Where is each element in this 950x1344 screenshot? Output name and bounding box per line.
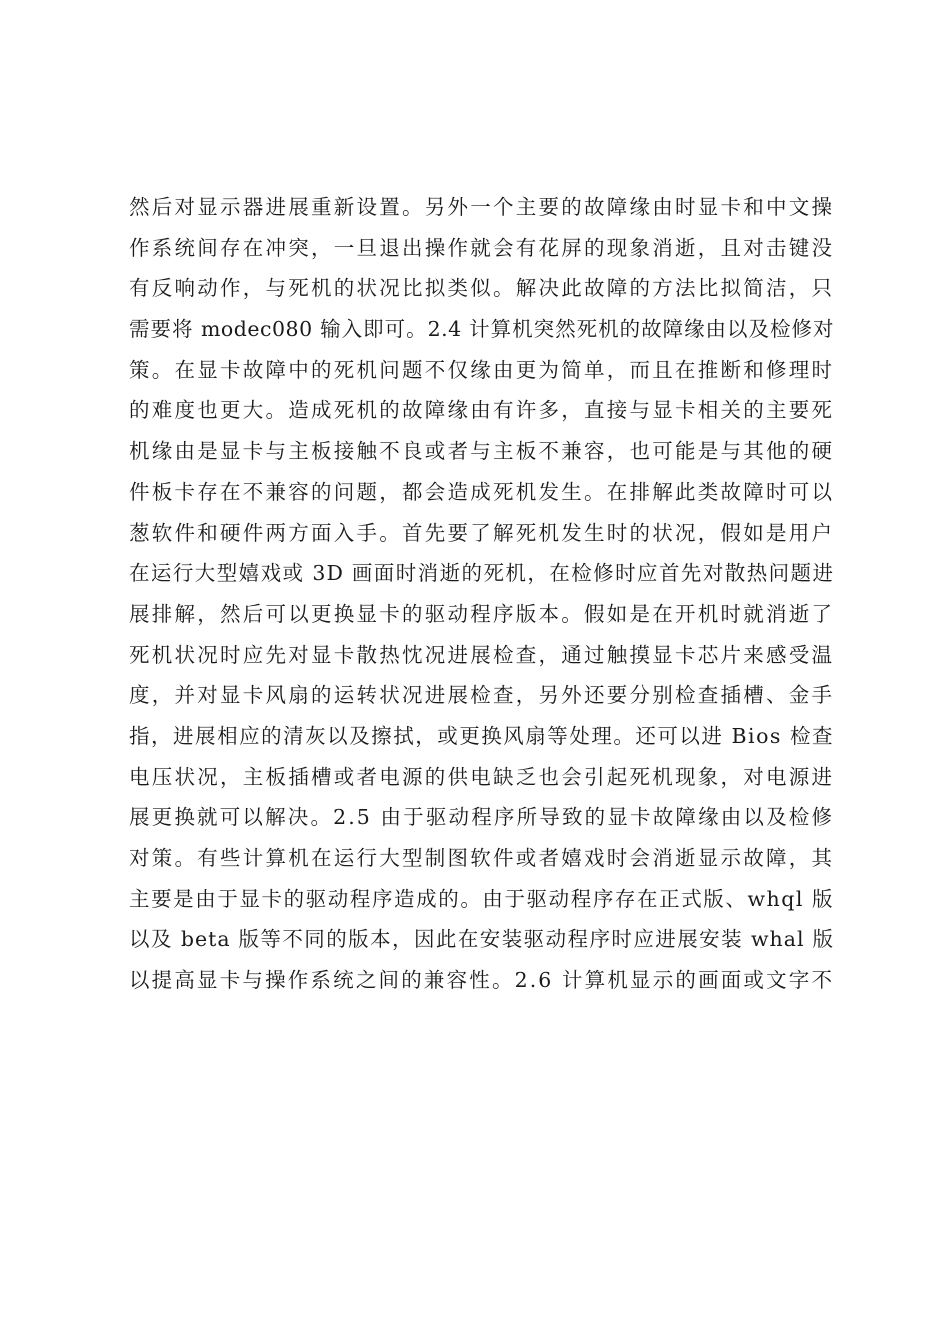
text-line: 以及 beta 版等不同的版本，因此在安装驱动程序时应进展安装 whal 版 bbox=[129, 927, 834, 952]
text-line: 件板卡存在不兼容的问题，都会造成死机发生。在排解此类故障时可以 bbox=[129, 479, 834, 504]
text-line: 以提高显卡与操作系统之间的兼容性。2.6 计算机显示的画面或文字不 bbox=[129, 968, 834, 993]
text-line: 度，并对显卡风扇的运转状况进展检查，另外还要分别检查插槽、金手 bbox=[129, 683, 834, 708]
text-line: 葱软件和硬件两方面入手。首先要了解死机发生时的状况，假如是用户 bbox=[129, 520, 834, 545]
text-line: 然后对显示器进展重新设置。另外一个主要的故障缘由时显卡和中文操 bbox=[129, 195, 834, 219]
text-line: 有反响动作，与死机的状况比拟类似。解决此故障的方法比拟简洁，只 bbox=[129, 276, 834, 301]
text-line: 策。在显卡故障中的死机问题不仅缘由更为简单，而且在推断和修理时 bbox=[129, 357, 834, 382]
text-line: 在运行大型嬉戏或 3D 画面时消逝的死机，在检修时应首先对散热问题进 bbox=[129, 561, 834, 586]
body-paragraph bbox=[129, 187, 834, 1001]
text-line: 的难度也更大。造成死机的故障缘由有许多，直接与显卡相关的主要死 bbox=[129, 398, 834, 423]
text-line: 死机状况时应先对显卡散热忱况进展检查，通过触摸显卡芯片来感受温 bbox=[129, 642, 834, 667]
text-line: 展更换就可以解决。2.5 由于驱动程序所导致的显卡故障缘由以及检修 bbox=[129, 805, 834, 830]
text-line: 机缘由是显卡与主板接触不良或者与主板不兼容，也可能是与其他的硬 bbox=[129, 439, 834, 464]
text-line: 对策。有些计算机在运行大型制图软件或者嬉戏时会消逝显示故障，其 bbox=[129, 846, 834, 870]
text-line: 主要是由于显卡的驱动程序造成的。由于驱动程序存在正式版、whql 版 bbox=[129, 886, 834, 911]
text-line: 电压状况，主板插槽或者电源的供电缺乏也会引起死机现象，对电源进 bbox=[129, 764, 834, 789]
text-line: 作系统间存在冲突，一旦退出操作就会有花屏的现象消逝，且对击键没 bbox=[129, 235, 834, 260]
text-line: 需要将 modec080 输入即可。2.4 计算机突然死机的故障缘由以及检修对 bbox=[129, 317, 834, 342]
text-line: 指，进展相应的清灰以及擦拭，或更换风扇等处理。还可以进 Bios 检查 bbox=[129, 723, 834, 748]
text-line: 展排解，然后可以更换显卡的驱动程序版本。假如是在开机时就消逝了 bbox=[129, 601, 834, 626]
